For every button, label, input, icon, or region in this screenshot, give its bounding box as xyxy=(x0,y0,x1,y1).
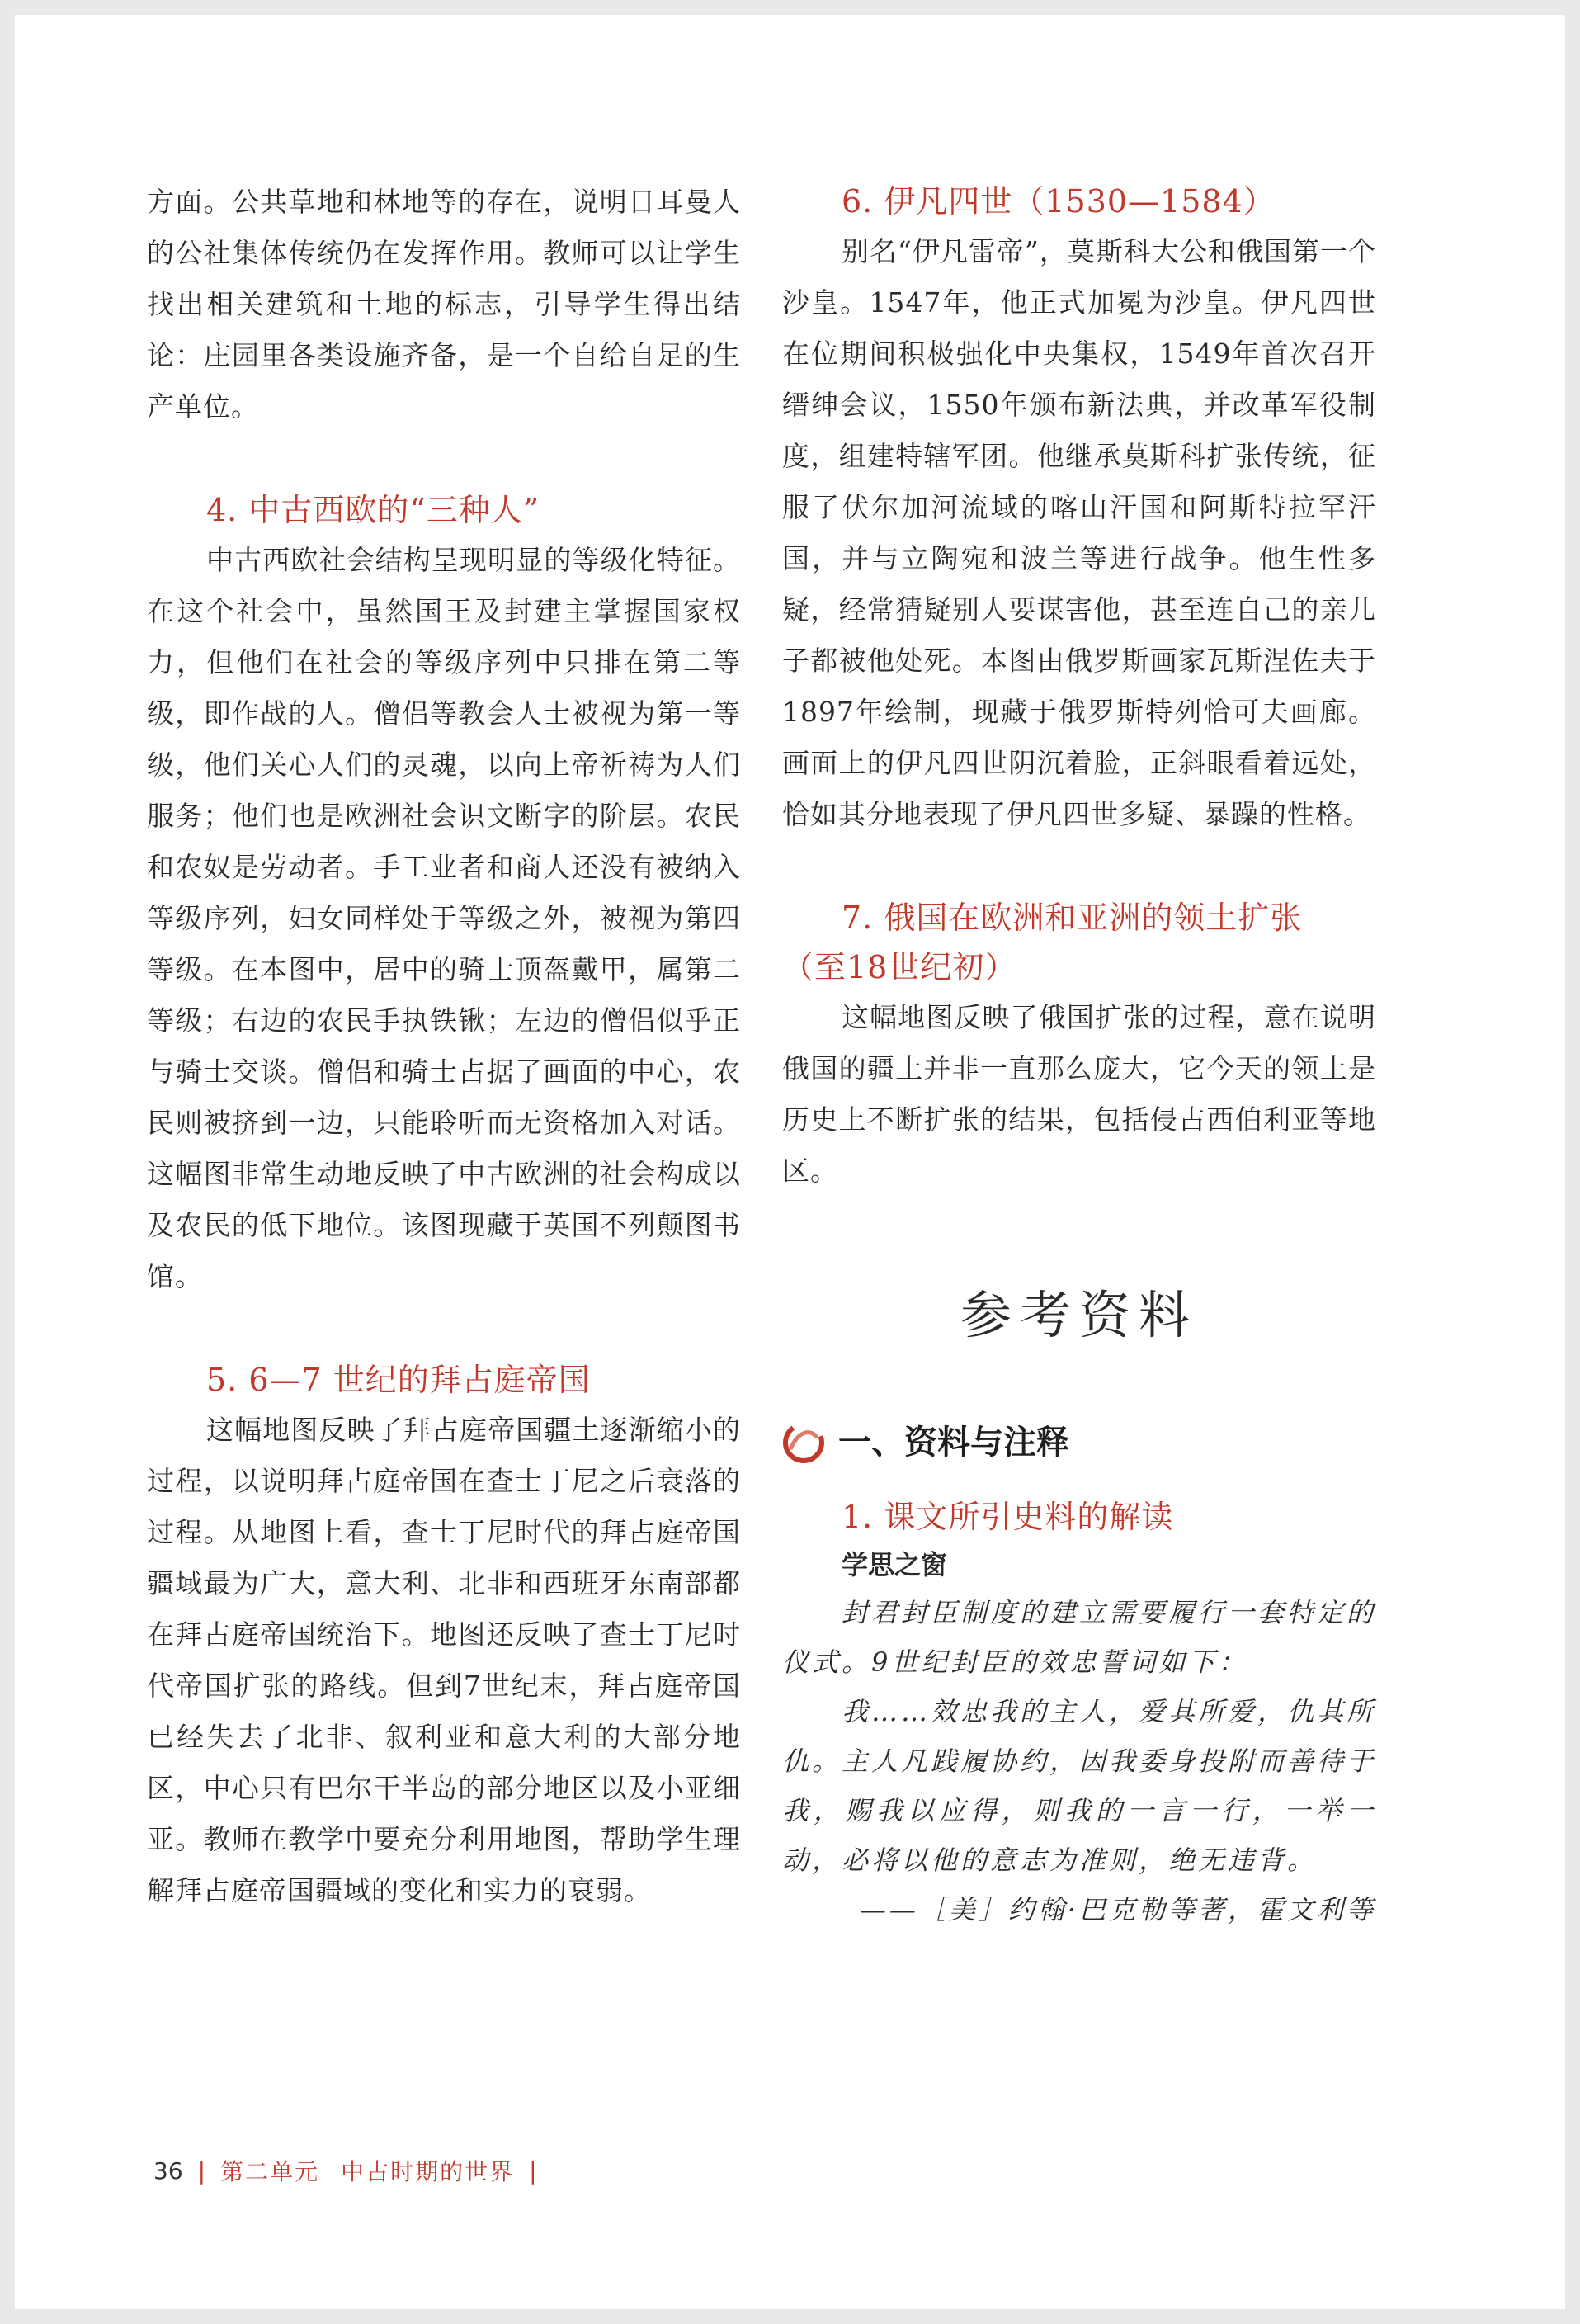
subheading-window: 学思之窗 xyxy=(842,1549,948,1580)
paragraph-manor-conclusion: 方面。公共草地和林地等的存在，说明日耳曼人的公社集体传统仍在发挥作用。教师可以让学生找出相关建筑和土地的标志，引导学生得出结论：庄园里各类设施齐备，是一个自给自足的生产单位。 xyxy=(147,186,741,423)
paragraph-russia-expansion: 这幅地图反映了俄国扩张的过程，意在说明俄国的疆土并非一直那么庞大，它今天的领土是历史上不断扩张的结果，包括侵占西伯利亚等地区。 xyxy=(782,1001,1376,1187)
reference-title: 参考资料 xyxy=(960,1285,1198,1345)
section-heading xyxy=(782,1418,1376,1467)
heading-source-interpretation: 1. 课文所引史料的解读 xyxy=(842,1499,1174,1535)
page-number: 36 xyxy=(153,2156,183,2185)
heading-ivan-iv: 6. 伊凡四世（1530—1584） xyxy=(842,183,1276,220)
heading-byzantine-empire: 5. 6—7 世纪的拜占庭帝国 xyxy=(206,1362,591,1398)
paragraph-ivan-iv: 别名“伊凡雷帝”，莫斯科大公和俄国第一个沙皇。1547年，他正式加冕为沙皇。伊凡四世在位期间积极强化中央集权，1549年首次召开缙绅会议，1550年颁布新法典，并改革军役制度，组建特辖军团。他继承莫斯科扩张传统，征服了伏尔加河流域的喀山汗国和阿斯特拉罕汗国，并与立陶宛和波兰等进行战争。他生性多疑，经常猜疑别人要谋害他，甚至连自己的亲儿子都被他处死。本图由俄罗斯画家瓦斯涅佐夫于1897年绘制，现藏于俄罗斯特列恰可夫画廊。画面上的伊凡四世阴沉着脸，正斜眼看着远处，恰如其分地表现了伊凡四世多疑、暴躁的性格。 xyxy=(782,235,1376,830)
heading-three-estates: 4. 中古西欧的“三种人” xyxy=(206,492,540,528)
swirl-icon xyxy=(782,1421,825,1464)
left-column xyxy=(147,177,741,1916)
footer-divider: | xyxy=(197,2156,206,2185)
heading-russia-expansion-period: （至18世纪初） xyxy=(782,949,1017,985)
quote-citation: ——［美］约翰·巴克勒等著，霍文利等 xyxy=(859,1894,1376,1925)
footer-unit-title: 中古时期的世界 xyxy=(341,2158,515,2185)
footer-divider-end: | xyxy=(529,2156,537,2185)
right-column xyxy=(782,177,1376,1934)
page-footer xyxy=(153,2154,552,2187)
footer-unit-label: 第二单元 xyxy=(220,2158,320,2185)
section-heading-label: 一、资料与注释 xyxy=(838,1424,1069,1462)
quote-oath: 我……效忠我的主人，爱其所爱，仇其所仇。主人凡践履协约，因我委身投附而善待于我，赐我以应得，则我的一言一行，一举一动，必将以他的意志为准则，绝无违背。 xyxy=(782,1696,1377,1876)
quote-intro: 封君封臣制度的建立需要履行一套特定的仪式。9世纪封臣的效忠誓词如下： xyxy=(782,1597,1377,1678)
textbook-page xyxy=(15,15,1565,2309)
paragraph-byzantine-empire: 这幅地图反映了拜占庭帝国疆土逐渐缩小的过程，以说明拜占庭帝国在查士丁尼之后衰落的过程。从地图上看，查士丁尼时代的拜占庭帝国疆域最为广大，意大利、北非和西班牙东南部都在拜占庭帝国统治下。地图还反映了查士丁尼时代帝国扩张的路线。但到7世纪末，拜占庭帝国已经失去了北非、叙利亚和意大利的大部分地区，中心只有巴尔干半岛的部分地区以及小亚细亚。教师在教学中要充分利用地图，帮助学生理解拜占庭帝国疆域的变化和实力的衰弱。 xyxy=(147,1414,741,1906)
footer-unit xyxy=(220,2154,514,2187)
paragraph-three-estates: 中古西欧社会结构呈现明显的等级化特征。在这个社会中，虽然国王及封建主掌握国家权力，但他们在社会的等级序列中只排在第二等级，即作战的人。僧侣等教会人士被视为第一等级，他们关心人们的灵魂，以向上帝祈祷为人们服务；他们也是欧洲社会识文断字的阶层。农民和农奴是劳动者。手工业者和商人还没有被纳入等级序列，妇女同样处于等级之外，被视为第四等级。在本图中，居中的骑士顶盔戴甲，属第二等级；右边的农民手执铁锹；左边的僧侣似乎正与骑士交谈。僧侣和骑士占据了画面的中心，农民则被挤到一边，只能聆听而无资格加入对话。这幅图非常生动地反映了中古欧洲的社会构成以及农民的低下地位。该图现藏于英国不列颠图书馆。 xyxy=(147,544,741,1292)
heading-russia-expansion: 7. 俄国在欧洲和亚洲的领土扩张 xyxy=(842,900,1303,936)
